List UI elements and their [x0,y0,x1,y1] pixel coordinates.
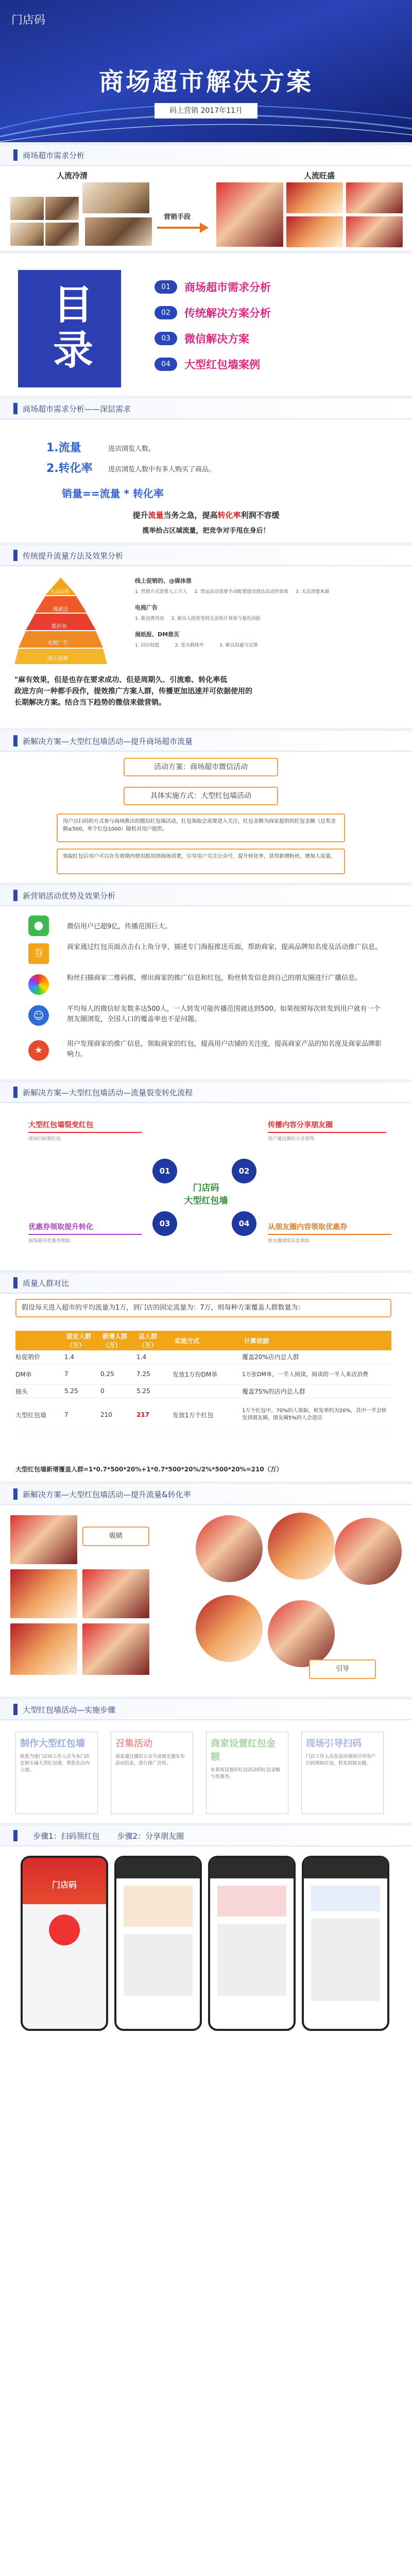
deep-needs-slide [0,399,412,546]
toc-block [18,270,121,387]
red-packet-icon[interactable] [49,1914,80,1945]
phone-mockup [114,1856,202,2031]
marketing-label: 营销手段 [164,213,191,221]
section-header: 质量人群对比 [0,1273,412,1294]
phone-mockup [302,1856,389,2031]
advantage-2: 商家通过红包页面点击右上角分享，描述专门海报推送页面，帮助商家，提高品牌知名度及活动推广信息。 [67,943,382,951]
phone-steps-slide [0,1826,412,2057]
busy-store-photo-4 [286,216,343,247]
conversion-key: 2.转化率 [46,462,93,475]
section-header: 步骤1：扫码领红包 步骤2：分享朋友圈 [0,1826,412,1846]
flow-num: 02 [232,1159,256,1183]
flow-item-c: 优惠券领取提升转化 商场超市优惠券领取 [28,1222,142,1244]
advantage-5: 用户发现商家的推广信息，领取商家的红包，提高用户店铺的关注度，提高商家产品的知名度及商家品牌影响力。 [67,1040,382,1058]
traditional-methods-slide [0,546,412,731]
quiet-store-photo-3 [10,197,44,220]
toc-number: 02 [154,306,177,319]
section-header: 新营销活动优势及效果分析 [0,886,412,906]
flow-item-a: 大型红包墙裂变红包 现场扫码领红包 [28,1120,142,1142]
coupon-icon: 券 [28,943,49,964]
advantage-3: 粉丝扫描商家二维码推，弹出商家的推广信息和红包，粉丝转发信息到自己的朋友圈进行广播信息。 [67,974,362,982]
toc-label: 商场超市需求分析 [184,281,271,294]
advantage-1: 微信用户已超9亿，传播范围巨大。 [67,923,172,930]
flow-center: 门店码 大型红包墙 [184,1183,228,1206]
wechat-icon: ● [28,916,49,936]
flow-num: 01 [152,1159,177,1183]
promo-photos-slide [0,1484,412,1700]
method-print: 展纸报、DM推页 1. 回应较低 2. 受众群体窄 3. 难以沟通与反馈 [135,631,258,648]
busy-store-photo-5 [346,216,403,247]
toc-slide [0,253,412,399]
section-header: 新解决方案—大型红包墙活动—提升商场超市流量 [0,731,412,752]
toc-number: 04 [154,358,177,371]
arrow-icon [154,220,211,235]
phone-mockup: 门店码 [21,1856,108,2031]
cover-brand: 门店码 [11,14,46,27]
quiet-store-photo-5 [10,223,44,246]
quiet-store-photo-1 [82,182,149,213]
busy-store-photo-2 [286,182,343,213]
toc-item[interactable] [154,326,271,351]
methods-summary: "麻有效果，但是也存在要求成功、但是周期久、引流难、转化率低 政进方向一种都手段作，提效推广方案人群，传播更加迅速并可依据使用的 长期解决方案。结合当下趋势的微信来做营销。 [14,676,252,707]
flow-item-d: 从朋友圈内容领取优惠券 朋友圈浏览信息领取 [268,1222,391,1244]
tag-attract: 吸睛 [82,1527,149,1546]
pyramid-label: 礼品促销 [50,589,70,595]
conversion-desc: 进店浏览人数中有多人购买了商品。 [108,466,216,473]
toc-item[interactable] [154,274,271,300]
calc-formula: 大型红包墙新增覆盖人群=1*0.7*500*20%+1*0.7*500*20%/2%*500*20%=210（万） [15,1466,283,1473]
event-photo-8 [335,1518,402,1585]
step-card: 制作大型红包墙 联系当地门店码工作人员为本门店定制专属大型红包墙，帮您在店内立墙。 [15,1732,98,1814]
detail-box-2: 领取红包后用户可以在有效期内使用抵用到商场消费，引导用户关注公众号，提升转化率，获得新增粉丝，增加人流量。 [57,849,345,874]
event-photo-5 [82,1623,149,1675]
cover-slide [0,0,412,145]
step-card: 商家设置红包金额 在系统设置好红包活动的红包金额与优惠券。 [206,1732,288,1814]
sales-formula: 销量==流量 * 转化率 [62,487,164,500]
toc-item[interactable] [154,300,271,326]
table-row: DM单 7 0.25 7.25 发放1万份DM单 1万张DM单，一半人阅读，阅读的一半人来店消费 [15,1364,391,1384]
plan-box: 活动方案：商场超市微信活动 [124,758,278,776]
table-row: 贴促销价 1.4 1.4 覆盖20%店内总人群 [15,1350,391,1364]
step-card: 召集活动 商家通过微信公众号或朋友圈发布活动信息，进行推广宣传。 [111,1732,193,1814]
toc-label: 大型红包墙案例 [184,359,260,371]
event-photo-3 [82,1569,149,1618]
section-header: 传统提升流量方法及效果分析 [0,546,412,566]
shop-icon: ★ [28,1040,49,1061]
flow-num: 04 [232,1211,256,1236]
advantages-slide [0,886,412,1082]
flow-num: 03 [152,1211,177,1236]
detail-box-1: 用户以扫码的方式参与商场推出的微信红包墙活动，红包领取会需要进入关注，红包金额为商家提供的红包金额（总奖金额≥500，单个红包1000）随机对用户提供。 [57,814,345,842]
implementation-box: 具体实施方式：大型红包墙活动 [124,787,278,805]
event-photo-9 [196,1595,263,1662]
busy-store-photo-3 [346,182,403,213]
event-photo-10 [268,1600,335,1667]
step-card: 现场引导扫码 门店工作人员在活动现场引导用户扫码领取红包，转发到朋友圈。 [301,1732,384,1814]
toc-label: 微信解决方案 [184,333,249,345]
toc-list [154,274,271,377]
comparison-slide [0,1273,412,1484]
pyramid-label: 电视广告 [47,640,68,646]
users-icon: ☺ [28,1005,49,1026]
toc-item[interactable] [154,351,271,377]
event-photo-2 [10,1569,77,1618]
conclusion-line-2: 揽举拾占区域流量，把竞争对手甩在身后！ [142,527,270,535]
event-photo-6 [196,1515,263,1582]
method-tv: 电视广告 1. 推送费用高 2. 被众人投放受到无法统计效果与量化回报 [135,604,261,621]
table-header: 固定人群（万） 新增人群（万） 总人群（万） 实施方式 计算依据 [15,1331,391,1350]
cover-title: 商场超市解决方案 [98,67,313,96]
pyramid-label: 满就送 [53,607,68,613]
quiet-store-photo-2 [85,217,152,246]
section-header: 商场超市需求分析——深层需求 [0,399,412,419]
section-header: 新解决方案—大型红包墙活动—提升流量&转化率 [0,1484,412,1505]
quiet-store-photo-4 [45,197,79,220]
flow-slide [0,1082,412,1273]
table-row: 抽头 5.25 0 5.25 覆盖75%的店内总人群 [15,1384,391,1398]
event-photo-1 [10,1515,77,1564]
phone-mockup [208,1856,296,2031]
event-photo-7 [268,1513,335,1580]
section-header: 新解决方案—大型红包墙活动—流量裂变转化流程 [0,1082,412,1103]
tag-guide: 引导 [309,1659,376,1679]
needs-analysis-slide [0,145,412,253]
pyramid-label: 线上促销 [47,656,68,662]
toc-label: 传统解决方案分析 [184,307,271,319]
table-row: 大型红包墙 7 210 217 发放1万个红包 1万个红包中，70%的人领取，转发率约为20%，其中一半会转发到朋友圈，朋友圈5%的人会进店 [15,1398,391,1432]
moments-icon [28,974,49,995]
steps-slide [0,1700,412,1826]
label-busy: 人流旺盛 [304,171,335,180]
section-header: 大型红包墙活动—实施步骤 [0,1700,412,1720]
assumption-note: 假设每天进入超市的平均流量为1万，到门店的固定流量为：7万，则每种方案覆盖人群数量为： [15,1299,391,1317]
pyramid-label: 抵价券 [52,624,67,630]
method-online: 线上促销的、@媒体推 1. 营销方式需要人工介入 2. 营运活动需要手动配置建设到达活动的效果 3. 无法清楚来源 [135,578,330,595]
comparison-table [15,1331,391,1432]
conclusion-line-1: 提升流量当务之急，提高转化率利润不容缓 [132,511,280,520]
section-header: 商场超市需求分析 [0,145,412,166]
event-photo-4 [10,1623,77,1675]
cover-subtitle: 码上营销 2017年11月 [154,103,258,118]
traffic-key: 1.流量 [46,442,81,454]
flow-item-b: 传播内容分享朋友圈 用户通过微信分享获得 [268,1120,386,1142]
toc-number: 01 [154,280,177,294]
label-quiet: 人流冷清 [57,171,88,180]
toc-number: 03 [154,332,177,345]
traffic-desc: 进店浏览人数。 [108,445,156,453]
toc-title: 目录 [46,283,93,374]
busy-store-photo-1 [216,182,283,247]
new-solution-slide [0,731,412,886]
advantage-4: 平均每人的微信好友数多达500人，一人转发可能传播范围就达到500。如果按照每次转发到用户就有一个朋友圈浏览，全国人口的覆盖率也不是问题。 [67,1005,381,1023]
quiet-store-photo-6 [45,223,79,246]
